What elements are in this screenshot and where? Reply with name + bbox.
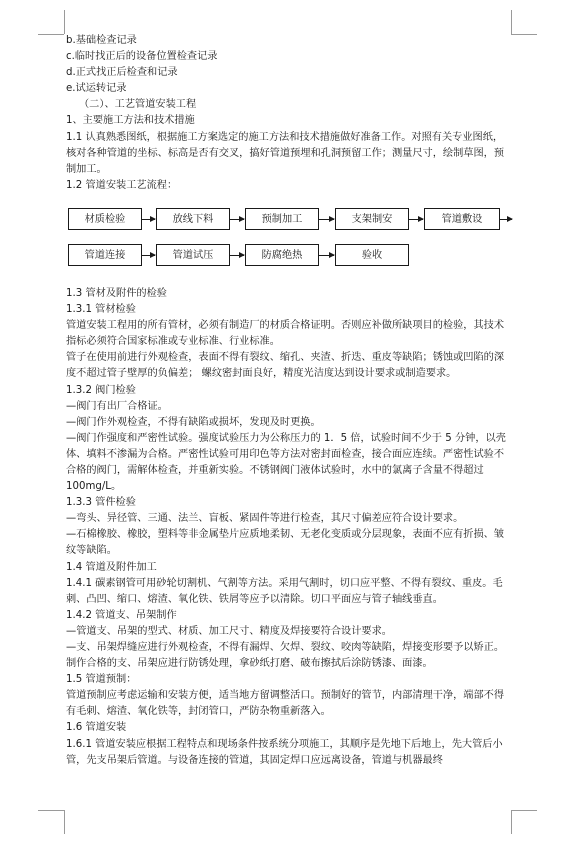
fitting-item-2: —石棉橡胶、橡胶，塑料等非金属垫片应质地柔韧、无老化变质或分层现象，表面不应有折损、皱纹等缺陷。 [66,529,505,557]
flow-arrow-7 [230,255,244,256]
list-item-e: e.试运转记录 [66,83,127,95]
fitting-item-1: —弯头、异径管、三通、法兰、盲板、紧固件等进行检查，其尺寸偏差应符合设计要求。 [66,513,464,525]
flow-step-9: 验收 [335,244,409,266]
flow-step-7: 管道试压 [156,244,230,266]
list-item-d: d.正式找正后检查和记录 [66,67,178,79]
heading-1-4-2: 1.4.2 管道支、吊架制作 [66,609,177,621]
crop-mark-top-left-h [38,34,64,35]
section-bottom [66,286,512,769]
flow-arrow-8 [319,255,334,256]
heading-1-3-1: 1.3.1 管材检验 [66,304,136,316]
flow-step-5: 管道敷设 [424,208,500,230]
heading-1-3-2: 1.3.2 阀门检验 [66,384,136,396]
crop-mark-bottom-left-v [64,810,65,834]
flow-arrow-4 [409,219,423,220]
paragraph-pipe-cert: 管道安装工程用的所有管材，必须有制造厂的材质合格证明。否则应补做所缺项目的检验，其技术指标必须符合国家标准或专业标准、行业标准。 [66,320,505,348]
process-flowchart [66,198,512,278]
flow-step-6: 管道连接 [68,244,142,266]
paragraph-1-5: 管道预制应考虑运输和安装方便，适当地方留调整活口。预制好的管节，内部清理干净，端部不得有毛刺、熔渣、氧化铁等，封闭管口，严防杂物重新落入。 [66,690,505,718]
heading-1-3: 1.3 管材及附件的检验 [66,287,167,299]
paragraph-1-1: 1.1 认真熟悉图纸，根据施工方案选定的施工方法和技术措施做好准备工作。对照有关专业图纸，核对各种管道的坐标、标高是否有交叉，搞好管道预埋和孔洞预留工作；测量尺寸，绘制草图，预制加工。 [66,131,505,175]
valve-item-2: —阀门作外观检查，不得有缺陷或损坏，发现及时更换。 [66,416,321,428]
flow-step-2: 放线下料 [156,208,230,230]
section-top [66,33,512,194]
crop-mark-bottom-left-h [38,810,64,811]
flow-arrow-1 [142,219,155,220]
paragraph-1-4-1: 1.4.1 碳素钢管可用砂轮切割机、气割等方法。采用气割时，切口应平整、不得有裂纹、重皮。毛刺、凸凹、缩口、熔渣、氧化铁、铁屑等应予以清除。切口平面应与管子轴线垂直。 [66,577,503,605]
flow-arrow-2 [230,219,244,220]
flow-arrow-5 [500,219,512,220]
heading-1-6: 1.6 管道安装 [66,722,127,734]
flow-arrow-6 [142,255,155,256]
crop-mark-top-left-v [64,10,65,34]
list-item-b: b.基础检查记录 [66,35,137,46]
document-body [66,33,512,769]
crop-mark-bottom-right-v [511,810,512,834]
heading-1-5: 1.5 管道预制： [66,674,137,686]
flow-arrow-3 [319,219,334,220]
support-item-2: —支、吊架焊缝应进行外观检查，不得有漏焊、欠焊、裂纹、咬肉等缺陷，焊接变形要予以矫正。制作合格的支、吊架应进行防锈处理，拿砂纸打磨、破布擦拭后涂防锈漆、面漆。 [66,642,505,670]
heading-1-4: 1.4 管道及附件加工 [66,561,157,573]
paragraph-1-6-1: 1.6.1 管道安装应根据工程特点和现场条件按系统分项施工，其顺序是先地下后地上，先大管后小管，先支吊架后管道。与设备连接的管道，其固定焊口应远离设备，管道与机器最终 [66,738,503,766]
section-heading: （二）、工艺管道安装工程 [79,99,197,111]
paragraph-pipe-inspect: 管子在使用前进行外观检查，表面不得有裂纹、缩孔、夹渣、折迭、重皮等缺陷；锈蚀或凹陷的深度不超过管子壁厚的负偏差； 螺纹密封面良好，精度光洁度达到设计要求或制造要求。 [66,352,505,380]
crop-mark-bottom-right-h [511,810,537,811]
flow-step-8: 防腐绝热 [245,244,319,266]
crop-mark-top-right-h [511,34,537,35]
flow-step-3: 预制加工 [245,208,319,230]
subsection-heading: 1、主要施工方法和技术措施 [66,115,195,127]
flow-step-1: 材质检验 [68,208,142,230]
crop-mark-top-right-v [511,10,512,34]
valve-item-3: —阀门作强度和严密性试验。强度试验压力为公称压力的 1．5 倍，试验时间不少于 5 分钟，以壳体、填料不渗漏为合格。严密性试验可用印色等方法对密封面检查，接合面应连续。严密性试验不合格的阀门，需解体检查，并重新实验。不锈钢阀门液体试验时，水中的氯离子含量不得超过 100mg/L。 [66,432,506,493]
valve-item-1: —阀门有出厂合格证。 [66,400,168,412]
support-item-1: —管道支、吊架的型式、材质、加工尺寸、精度及焊接要符合设计要求。 [66,625,392,637]
flow-step-4: 支架制安 [335,208,409,230]
list-item-c: c.临时找正后的设备位置检查记录 [66,51,218,63]
paragraph-1-2: 1.2 管道安装工艺流程： [66,179,178,191]
heading-1-3-3: 1.3.3 管件检验 [66,497,136,509]
